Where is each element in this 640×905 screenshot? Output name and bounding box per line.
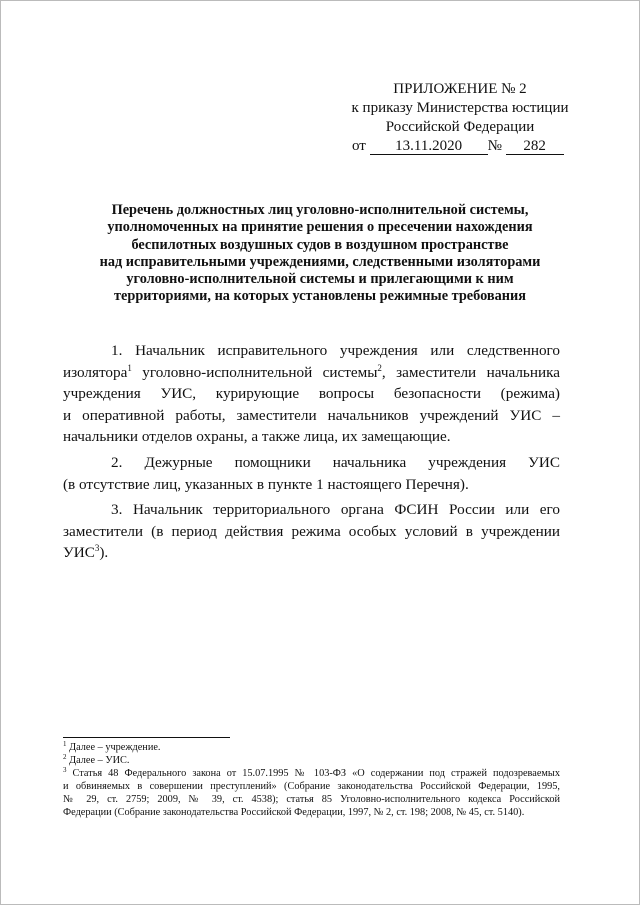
text-line: и обвиняемых в совершении преступлений» (Собрание законодательства Российской Федерации, 1995, [63, 781, 560, 792]
footnote-ref: 1 [127, 362, 132, 373]
text-line: 3. Начальник территориального органа ФСИН России или его [111, 501, 560, 519]
order-date-number [352, 137, 580, 156]
text-line: 1. Начальник исправительного учреждения или следственного [111, 342, 560, 359]
text: изолятора [63, 363, 128, 381]
footnote-ref: 2 [377, 362, 382, 373]
text: Далее – учреждение. [66, 742, 161, 753]
title-line: беспилотных воздушных судов в воздушном пространстве [131, 236, 509, 253]
footnote-number: 1 [63, 740, 67, 748]
text: Статья 48 Федерального закона от 15.07.1995 № 103-ФЗ «О содержании под стражей подозреваемых [66, 768, 560, 779]
text-line: заместители (в период действия режима особых условий в учреждении [63, 522, 560, 540]
text-line: (в отсутствие лиц, указанных в пункте 1 настоящего Перечня). [63, 475, 469, 493]
footnote-number: 2 [63, 753, 67, 761]
list-item-1 [63, 340, 560, 448]
appendix-header [340, 80, 580, 156]
title-line: Перечень должностных лиц уголовно-исполнительной системы, [111, 202, 529, 218]
footnote-2 [63, 754, 560, 767]
footnote-3 [63, 767, 560, 780]
order-line: к приказу Министерства юстиции [351, 100, 569, 116]
list-item-2 [63, 452, 560, 495]
footnote-1 [63, 741, 560, 754]
order-date: 13.11.2020 [370, 139, 488, 155]
appendix-number: ПРИЛОЖЕНИЕ № 2 [393, 81, 527, 97]
text-line: № 29, ст. 2759; 2009, № 39, ст. 4538); статья 85 Уголовно-исполнительного кодекса Российской [63, 794, 560, 805]
text: ). [99, 544, 109, 562]
text-line: Федерации (Собрание законодательства Российской Федерации, 1997, № 2, ст. 198; 2008, № 45, ст. 5140). [63, 807, 525, 818]
from-label: от [352, 138, 366, 154]
text: , заместители начальника [381, 363, 560, 381]
text-line: и оперативной работы, заместители начальников учреждений УИС – [63, 406, 560, 424]
list-item-3 [63, 499, 560, 564]
text: уголовно-исполнительной системы [131, 363, 378, 381]
text-line [63, 362, 560, 384]
number-label: № [487, 138, 502, 154]
text: УИС [63, 544, 95, 562]
footnote-ref: 3 [94, 543, 100, 554]
text-line [63, 542, 560, 564]
text: Далее – УИС. [66, 755, 130, 766]
document-title [60, 202, 580, 306]
footnote-number: 3 [63, 766, 67, 774]
title-line: территориями, на которых установлены режимные требования [114, 288, 526, 305]
text-line: 2. Дежурные помощники начальника учреждения УИС [111, 453, 560, 471]
document-body [63, 340, 560, 568]
title-line: уголовно-исполнительной системы и прилегающими к ним [126, 271, 514, 288]
text-line: учреждения УИС, курирующие вопросы безопасности (режима) [63, 385, 560, 403]
footnotes [63, 741, 560, 819]
order-number: 282 [506, 139, 564, 155]
footnote-divider [63, 737, 230, 738]
title-line: уполномоченных на принятие решения о пресечении нахождения [107, 219, 533, 236]
ministry-line: Российской Федерации [385, 119, 535, 135]
text-line: начальники отделов охраны, а также лица, их замещающие. [63, 428, 451, 446]
title-line: над исправительными учреждениями, следственными изоляторами [99, 253, 541, 270]
